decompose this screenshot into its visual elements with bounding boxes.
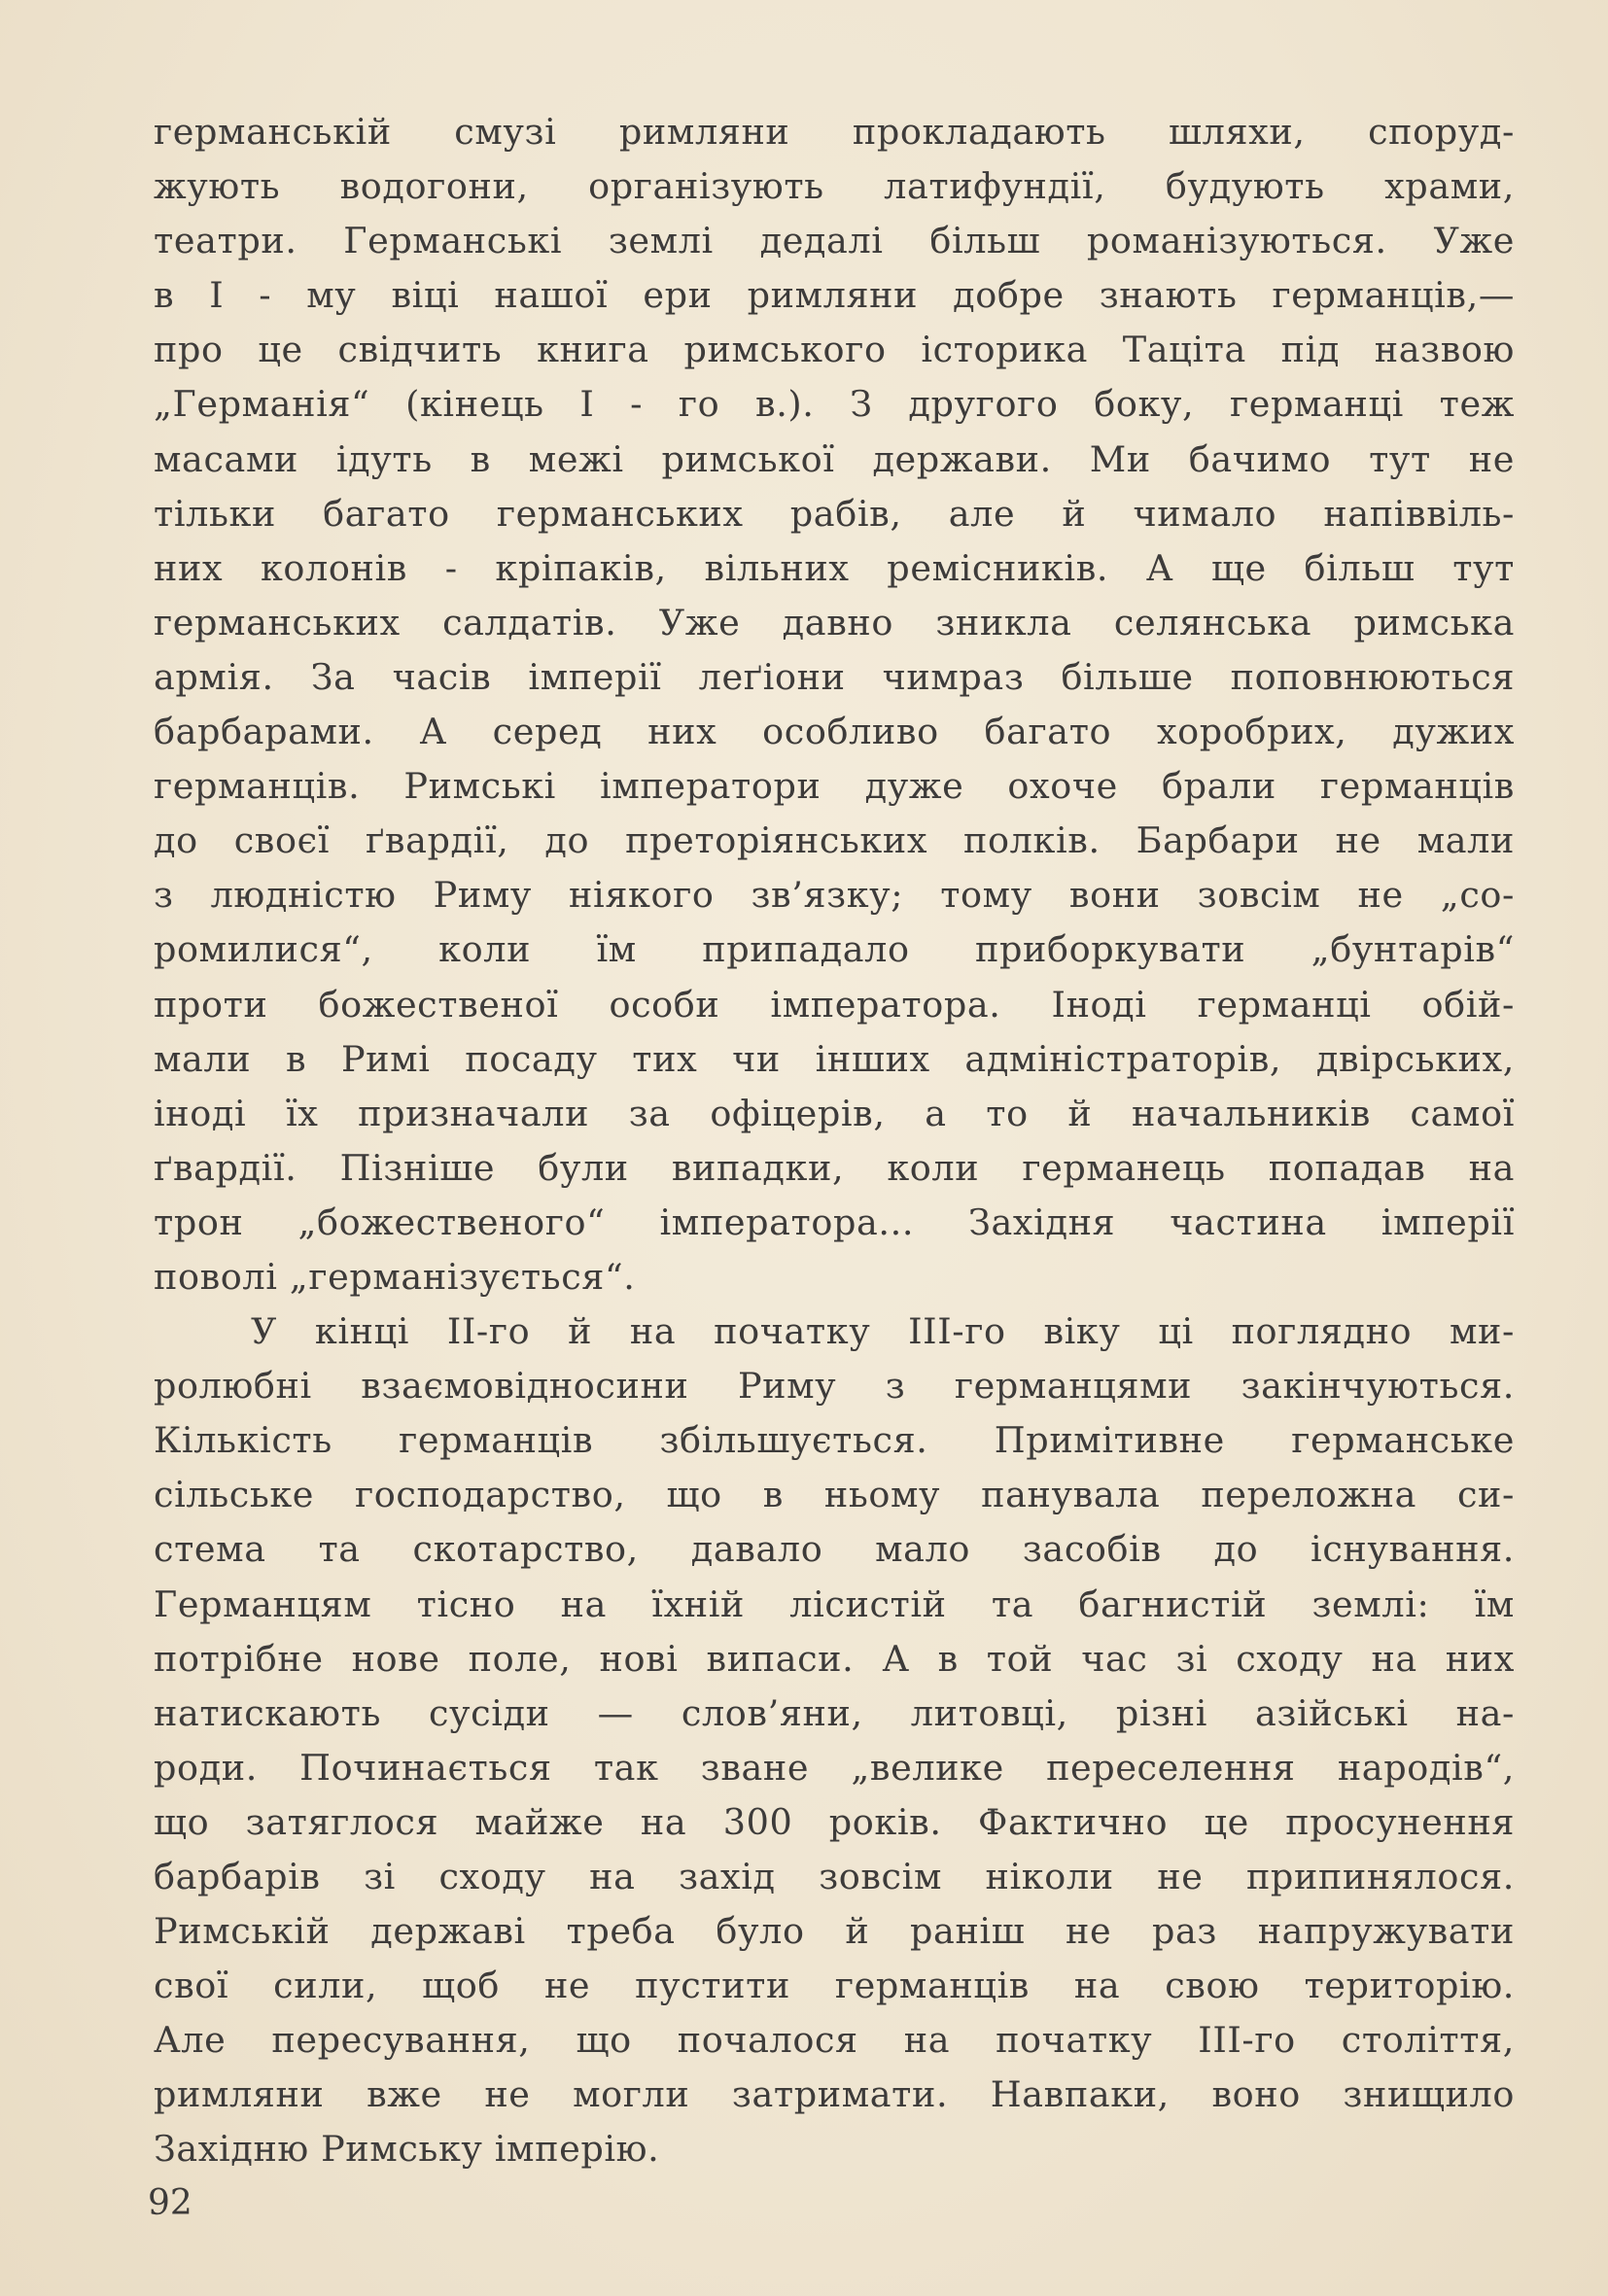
- text-line: ромилися“, коли їм припадало приборкувати „бунтарів“: [154, 928, 1515, 971]
- body-text: [154, 105, 1515, 2177]
- text-line: Римській державі треба було й раніш не раз напружувати: [154, 1910, 1515, 1953]
- text-line: них колонів - кріпаків, вільних ремісників. А ще більш тут: [154, 546, 1515, 589]
- text-line: Кількість германців збільшується. Примітивне германське: [154, 1419, 1515, 1462]
- text-line: поволі „германізується“.: [154, 1255, 636, 1298]
- text-line: жують водогони, організують латифундії, будують храми,: [154, 165, 1515, 208]
- text-line: натискають сусіди — слов’яни, литовці, різні азійські на-: [154, 1691, 1515, 1734]
- text-line: армія. За часів імперії леґіони чимраз більше поповнюються: [154, 655, 1515, 698]
- text-line: мали в Римі посаду тих чи інших адміністраторів, двірських,: [154, 1037, 1515, 1080]
- text-line: масами ідуть в межі римської держави. Ми бачимо тут не: [154, 437, 1515, 480]
- text-line: іноді їх призначали за офіцерів, а то й начальників самої: [154, 1092, 1515, 1134]
- text-line: ролюбні взаємовідносини Риму з германцями закінчуються.: [154, 1365, 1515, 1408]
- text-line: тільки багато германських рабів, але й чимало напіввіль-: [154, 492, 1515, 535]
- text-line: Германцям тісно на їхній лісистій та багнистій землі: їм: [154, 1583, 1515, 1625]
- text-line: Західню Римську імперію.: [154, 2128, 660, 2171]
- text-line: потрібне нове поле, нові випаси. А в той час зі сходу на них: [154, 1637, 1515, 1680]
- text-line: сільське господарство, що в ньому панувала переложна си-: [154, 1474, 1515, 1516]
- text-line: що затяглося майже на 300 років. Фактично це просунення: [154, 1800, 1515, 1843]
- text-line: германців. Римські імператори дуже охоче брали германців: [154, 765, 1515, 808]
- text-line: стема та скотарство, давало мало засобів до існування.: [154, 1528, 1515, 1571]
- text-line: У кінці II-го й на початку III-го віку ці поглядно ми-: [251, 1310, 1515, 1353]
- text-line: свої сили, щоб не пустити германців на свою територію.: [154, 1965, 1515, 2007]
- text-line: ґвардії. Пізніше були випадки, коли германець попадав на: [154, 1146, 1515, 1189]
- text-line: германських салдатів. Уже давно зникла селянська римська: [154, 601, 1515, 644]
- text-line: „Германія“ (кінець I - го в.). З другого боку, германці теж: [154, 383, 1515, 426]
- text-line: трон „божественого“ імператора... Західня частина імперії: [154, 1200, 1515, 1243]
- text-line: в I - му віці нашої ери римляни добре знають германців,—: [154, 274, 1515, 317]
- text-line: роди. Починається так зване „велике переселення народів“,: [154, 1746, 1515, 1789]
- paragraph-2: [154, 1305, 1515, 2177]
- text-line: барбарами. А серед них особливо багато хоробрих, дужих: [154, 711, 1515, 753]
- text-line: про це свідчить книга римського історика Таціта під назвою: [154, 329, 1515, 371]
- text-line: барбарів зі сходу на захід зовсім ніколи не припинялося.: [154, 1856, 1515, 1897]
- text-line: римляни вже не могли затримати. Навпаки, воно знищило: [154, 2073, 1515, 2116]
- page-number: 92: [148, 2183, 192, 2223]
- paragraph-1: [154, 105, 1515, 1305]
- text-line: до своєї ґвардії, до преторіянських полків. Барбари не мали: [154, 819, 1515, 862]
- text-line: з людністю Риму ніякого зв’язку; тому вони зовсім не „со-: [154, 874, 1515, 917]
- text-line: проти божественої особи імператора. Іноді германці обій-: [154, 983, 1515, 1026]
- text-line: германській смузі римляни прокладають шляхи, споруд-: [154, 111, 1515, 153]
- text-line: театри. Германські землі дедалі більш романізуються. Уже: [154, 220, 1515, 262]
- text-line: Але пересування, що почалося на початку III-го століття,: [154, 2019, 1515, 2062]
